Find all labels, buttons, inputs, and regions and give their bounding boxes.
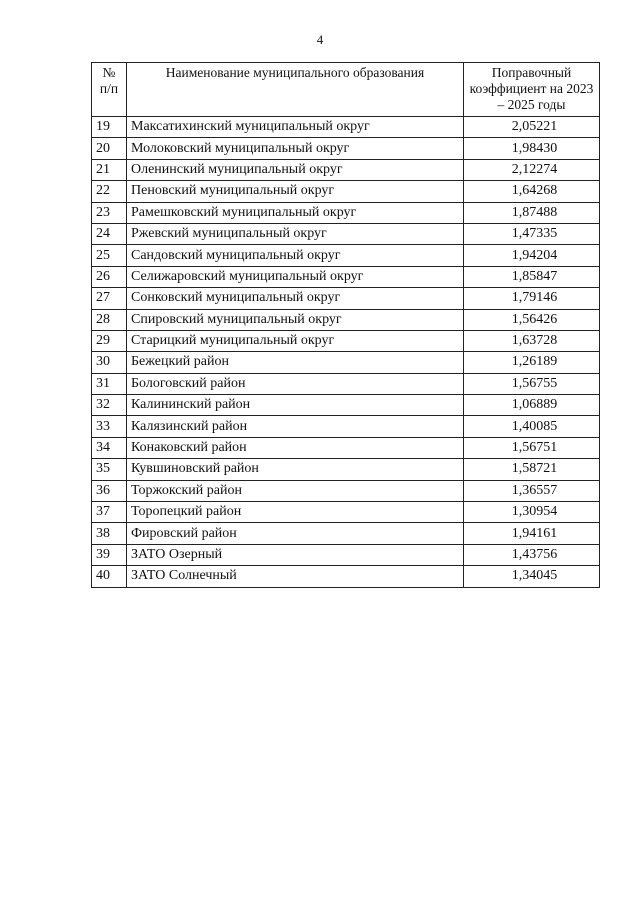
table-row bbox=[92, 523, 600, 544]
row-number: 28 bbox=[92, 309, 127, 330]
table-row bbox=[92, 395, 600, 416]
row-number: 37 bbox=[92, 502, 127, 523]
row-number: 35 bbox=[92, 459, 127, 480]
coefficient-value: 1,56426 bbox=[464, 309, 600, 330]
table-row bbox=[92, 181, 600, 202]
coefficient-table bbox=[91, 62, 600, 588]
table-row bbox=[92, 117, 600, 138]
municipality-name: Калязинский район bbox=[127, 416, 464, 437]
row-number: 33 bbox=[92, 416, 127, 437]
municipality-name: Селижаровский муниципальный округ bbox=[127, 266, 464, 287]
coefficient-value: 1,34045 bbox=[464, 566, 600, 587]
municipality-name: Фировский район bbox=[127, 523, 464, 544]
coefficient-value: 1,47335 bbox=[464, 223, 600, 244]
coefficient-value: 1,85847 bbox=[464, 266, 600, 287]
municipality-name: Пеновский муниципальный округ bbox=[127, 181, 464, 202]
municipality-name: Конаковский район bbox=[127, 437, 464, 458]
coefficient-value: 1,43756 bbox=[464, 544, 600, 565]
municipality-name: Сандовский муниципальный округ bbox=[127, 245, 464, 266]
table-row bbox=[92, 223, 600, 244]
row-number: 30 bbox=[92, 352, 127, 373]
municipality-name: Кувшиновский район bbox=[127, 459, 464, 480]
municipality-name: Старицкий муниципальный округ bbox=[127, 330, 464, 351]
row-number: 24 bbox=[92, 223, 127, 244]
table-row bbox=[92, 159, 600, 180]
table-row bbox=[92, 416, 600, 437]
row-number: 29 bbox=[92, 330, 127, 351]
coefficient-value: 1,26189 bbox=[464, 352, 600, 373]
coefficient-value: 1,36557 bbox=[464, 480, 600, 501]
row-number: 23 bbox=[92, 202, 127, 223]
municipality-name: Максатихинский муниципальный округ bbox=[127, 117, 464, 138]
table-row bbox=[92, 437, 600, 458]
coefficient-value: 1,79146 bbox=[464, 288, 600, 309]
municipality-name: Молоковский муниципальный округ bbox=[127, 138, 464, 159]
coefficient-value: 1,56751 bbox=[464, 437, 600, 458]
municipality-name: Торжокский район bbox=[127, 480, 464, 501]
municipality-name: Ржевский муниципальный округ bbox=[127, 223, 464, 244]
municipality-name: Бежецкий район bbox=[127, 352, 464, 373]
header-number: № п/п bbox=[92, 63, 127, 117]
row-number: 19 bbox=[92, 117, 127, 138]
row-number: 21 bbox=[92, 159, 127, 180]
coefficient-value: 1,58721 bbox=[464, 459, 600, 480]
municipality-name: Рамешковский муниципальный округ bbox=[127, 202, 464, 223]
municipality-name: Спировский муниципальный округ bbox=[127, 309, 464, 330]
municipality-name: ЗАТО Солнечный bbox=[127, 566, 464, 587]
table-row bbox=[92, 352, 600, 373]
table-header-row bbox=[92, 63, 600, 117]
coefficient-value: 1,94204 bbox=[464, 245, 600, 266]
coefficient-value: 1,94161 bbox=[464, 523, 600, 544]
table-row bbox=[92, 266, 600, 287]
header-coefficient: Поправочный коэффициент на 2023 – 2025 годы bbox=[464, 63, 600, 117]
municipality-name: Калининский район bbox=[127, 395, 464, 416]
row-number: 39 bbox=[92, 544, 127, 565]
row-number: 20 bbox=[92, 138, 127, 159]
table-row bbox=[92, 480, 600, 501]
row-number: 26 bbox=[92, 266, 127, 287]
header-municipality-name: Наименование муниципального образования bbox=[127, 63, 464, 117]
row-number: 34 bbox=[92, 437, 127, 458]
row-number: 31 bbox=[92, 373, 127, 394]
coefficient-value: 1,87488 bbox=[464, 202, 600, 223]
table-row bbox=[92, 330, 600, 351]
table-row bbox=[92, 566, 600, 587]
row-number: 32 bbox=[92, 395, 127, 416]
row-number: 25 bbox=[92, 245, 127, 266]
row-number: 38 bbox=[92, 523, 127, 544]
table-row bbox=[92, 459, 600, 480]
table-row bbox=[92, 373, 600, 394]
table-row bbox=[92, 138, 600, 159]
table-body bbox=[92, 117, 600, 588]
table-row bbox=[92, 544, 600, 565]
coefficient-value: 1,98430 bbox=[464, 138, 600, 159]
coefficient-value: 1,63728 bbox=[464, 330, 600, 351]
municipality-name: Оленинский муниципальный округ bbox=[127, 159, 464, 180]
coefficient-value: 1,30954 bbox=[464, 502, 600, 523]
row-number: 36 bbox=[92, 480, 127, 501]
table-row bbox=[92, 309, 600, 330]
table-row bbox=[92, 245, 600, 266]
coefficient-value: 2,05221 bbox=[464, 117, 600, 138]
row-number: 27 bbox=[92, 288, 127, 309]
coefficient-value: 1,06889 bbox=[464, 395, 600, 416]
coefficient-value: 1,56755 bbox=[464, 373, 600, 394]
municipality-name: ЗАТО Озерный bbox=[127, 544, 464, 565]
page-number: 4 bbox=[316, 32, 324, 47]
municipality-name: Сонковский муниципальный округ bbox=[127, 288, 464, 309]
coefficient-value: 1,40085 bbox=[464, 416, 600, 437]
table-row bbox=[92, 288, 600, 309]
municipality-name: Торопецкий район bbox=[127, 502, 464, 523]
row-number: 22 bbox=[92, 181, 127, 202]
table-row bbox=[92, 202, 600, 223]
coefficient-value: 2,12274 bbox=[464, 159, 600, 180]
municipality-name: Бологовский район bbox=[127, 373, 464, 394]
table-row bbox=[92, 502, 600, 523]
row-number: 40 bbox=[92, 566, 127, 587]
coefficient-value: 1,64268 bbox=[464, 181, 600, 202]
